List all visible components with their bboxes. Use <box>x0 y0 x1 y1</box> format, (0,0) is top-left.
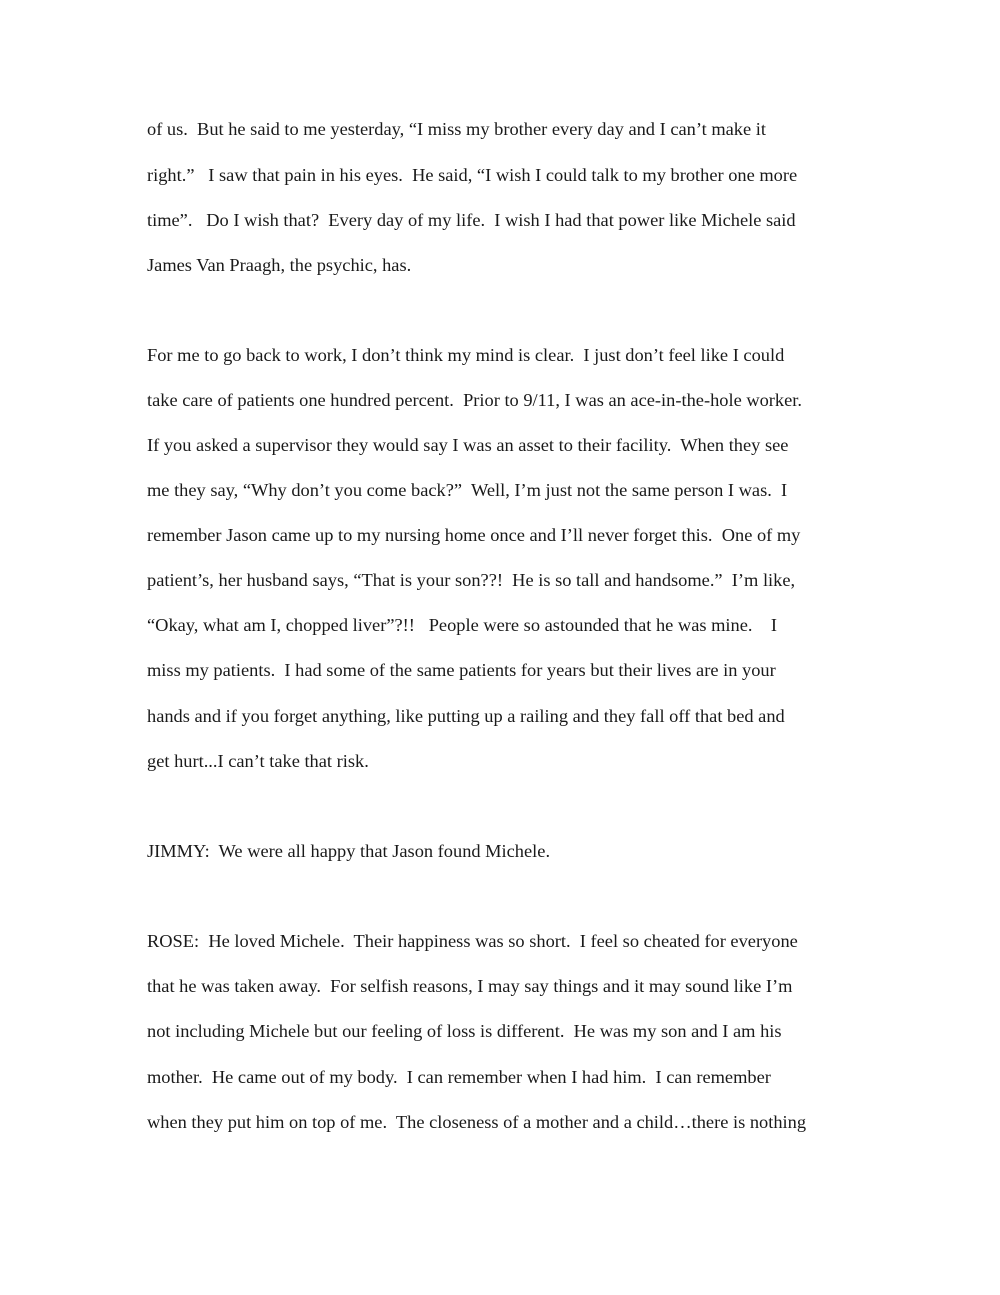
text-line: For me to go back to work, I don’t think my mind is clear. I just don’t feel like I could <box>147 345 785 365</box>
text-line: take care of patients one hundred percent. Prior to 9/11, I was an ace-in-the-hole worker. <box>147 390 802 410</box>
text-line: get hurt...I can’t take that risk. <box>147 751 369 771</box>
text-line: time”. Do I wish that? Every day of my life. I wish I had that power like Michele said <box>147 210 796 230</box>
text-line: patient’s, her husband says, “That is your son??! He is so tall and handsome.” I’m like, <box>147 570 796 590</box>
text-line: ROSE: He loved Michele. Their happiness was so short. I feel so cheated for everyone <box>147 931 798 951</box>
text-line: of us. But he said to me yesterday, “I miss my brother every day and I can’t make it <box>147 119 766 139</box>
text-line: JIMMY: We were all happy that Jason found Michele. <box>147 841 551 861</box>
text-line: when they put him on top of me. The closeness of a mother and a child…there is nothing <box>147 1112 807 1132</box>
text-line: that he was taken away. For selfish reasons, I may say things and it may sound like I’m <box>147 976 793 996</box>
text-line: not including Michele but our feeling of loss is different. He was my son and I am his <box>147 1021 782 1041</box>
text-line: miss my patients. I had some of the same patients for years but their lives are in your <box>147 660 776 680</box>
text-line: “Okay, what am I, chopped liver”?!! People were so astounded that he was mine. I <box>147 615 778 635</box>
text-line: remember Jason came up to my nursing home once and I’ll never forget this. One of my <box>147 525 801 545</box>
text-line: mother. He came out of my body. I can remember when I had him. I can remember <box>147 1067 771 1087</box>
text-line: me they say, “Why don’t you come back?” Well, I’m just not the same person I was. I <box>147 480 788 500</box>
text-line: If you asked a supervisor they would say I was an asset to their facility. When they see <box>147 435 789 455</box>
text-line: right.” I saw that pain in his eyes. He said, “I wish I could talk to my brother one more <box>147 165 798 185</box>
text-line: hands and if you forget anything, like putting up a railing and they fall off that bed and <box>147 706 785 726</box>
text-line: James Van Praagh, the psychic, has. <box>147 255 412 275</box>
